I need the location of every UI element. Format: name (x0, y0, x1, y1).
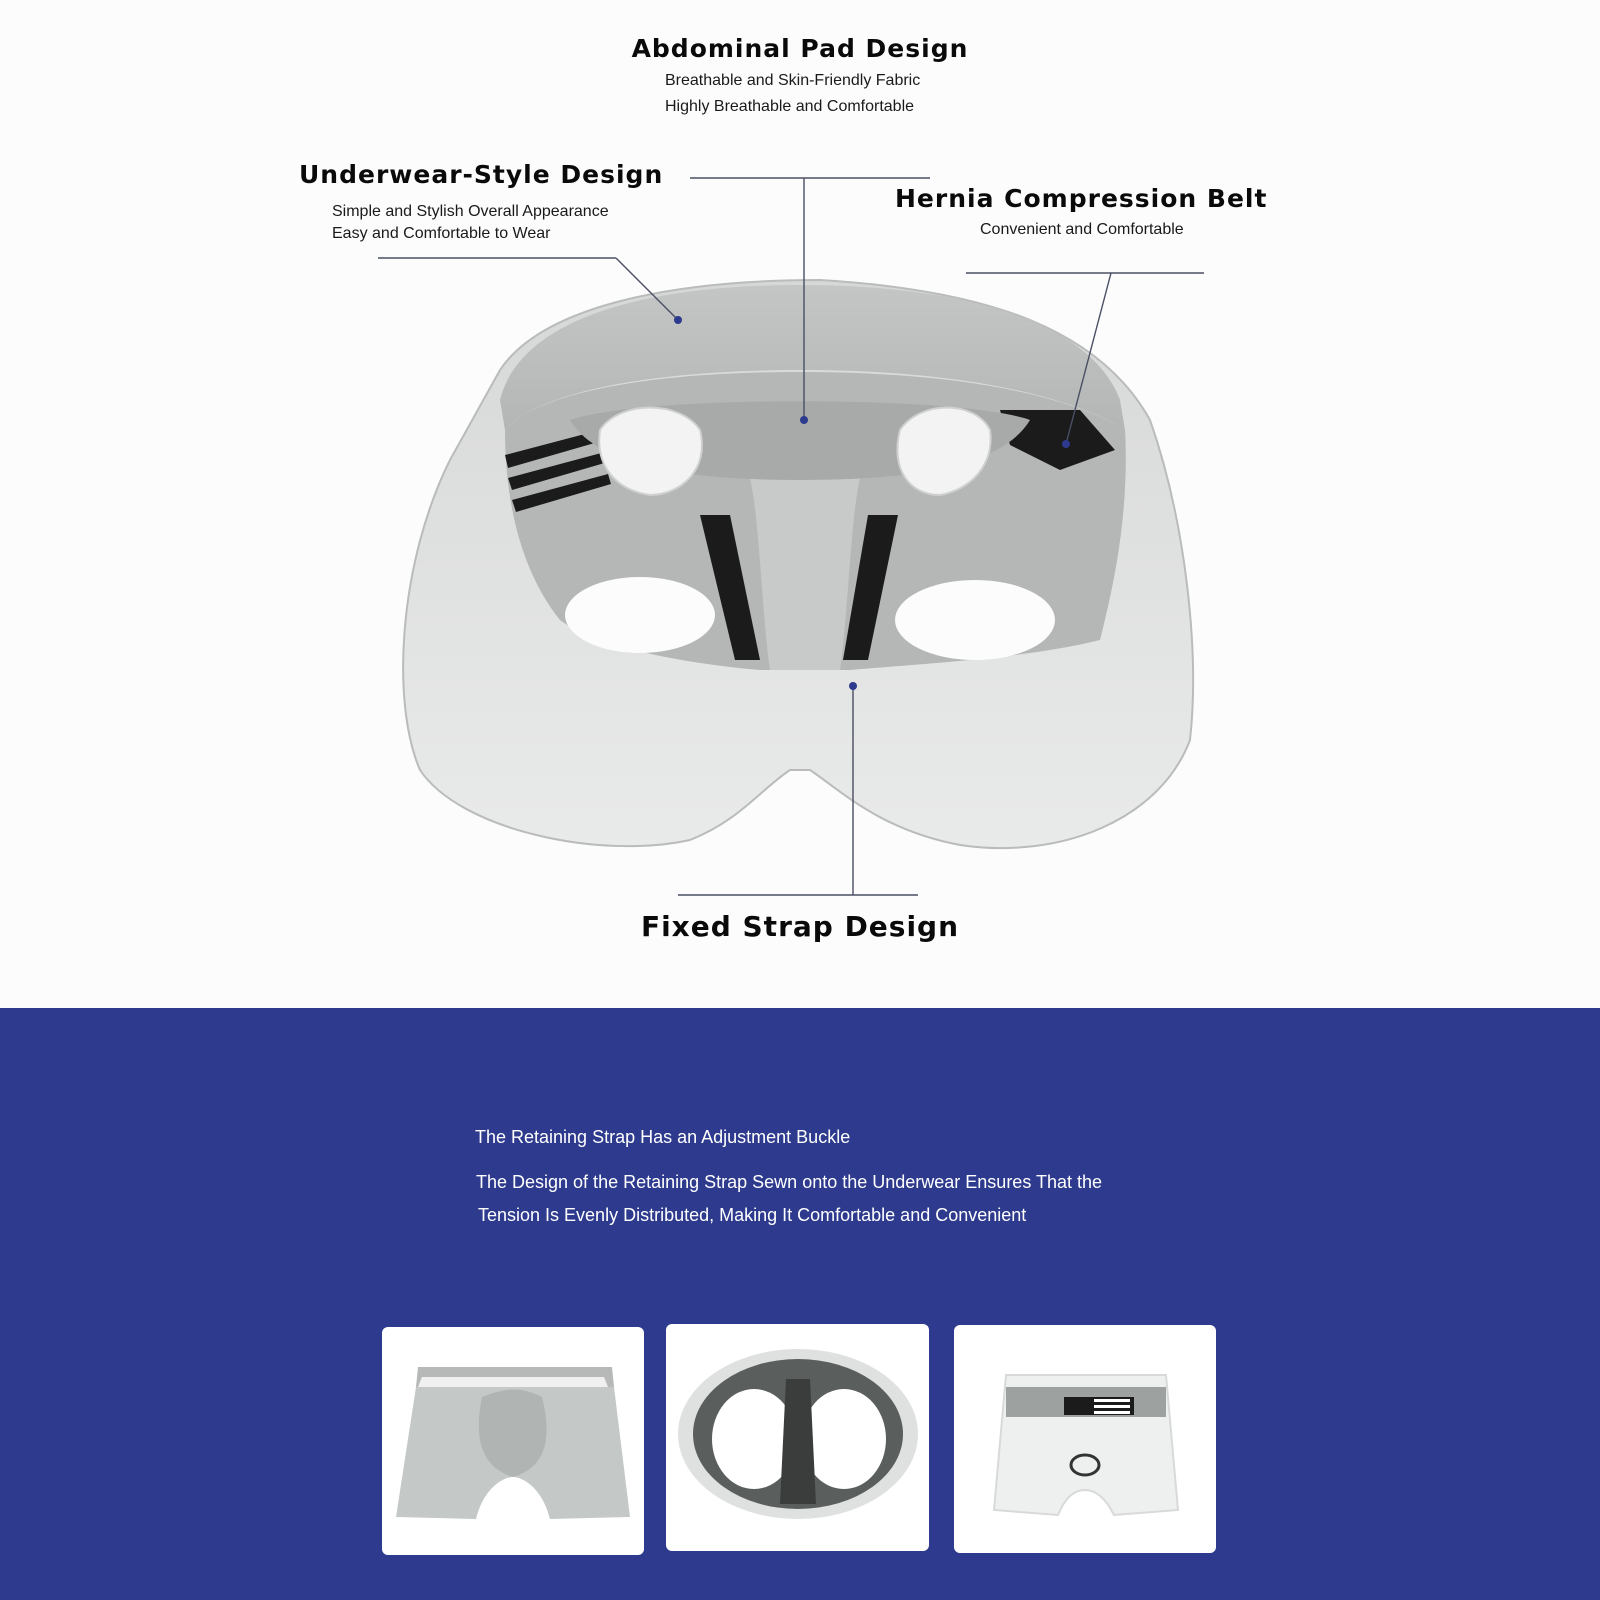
thumbnail-front-view (382, 1327, 644, 1555)
left-leg-hole (565, 577, 715, 653)
description-line-2: The Design of the Retaining Strap Sewn onto the Underwear Ensures That the (476, 1172, 1103, 1192)
abdominal-pad-line-1: Breathable and Skin-Friendly Fabric (665, 72, 921, 89)
hernia-belt-title: Hernia Compression Belt (895, 184, 1268, 213)
top-view-image (666, 1324, 929, 1551)
belt-view-image (954, 1325, 1216, 1553)
description-line-1: The Retaining Strap Has an Adjustment Buckle (475, 1127, 851, 1147)
right-leg-hole (895, 580, 1055, 660)
hernia-belt-line-1: Convenient and Comfortable (980, 221, 1184, 238)
abdominal-pad-line-2: Highly Breathable and Comfortable (665, 98, 915, 115)
underwear-style-line-1: Simple and Stylish Overall Appearance (332, 203, 609, 220)
underwear-style-title: Underwear-Style Design (299, 160, 664, 189)
front-view-image (382, 1327, 644, 1555)
thumbnail-belt-view (954, 1325, 1216, 1553)
abdominal-pad-title: Abdominal Pad Design (631, 34, 969, 63)
fixed-strap-title: Fixed Strap Design (640, 910, 960, 943)
thumbnail-top-view (666, 1324, 929, 1551)
underwear-style-line-2: Easy and Comfortable to Wear (332, 225, 551, 242)
description-line-3: Tension Is Evenly Distributed, Making It Comfortable and Convenient (478, 1205, 1027, 1225)
